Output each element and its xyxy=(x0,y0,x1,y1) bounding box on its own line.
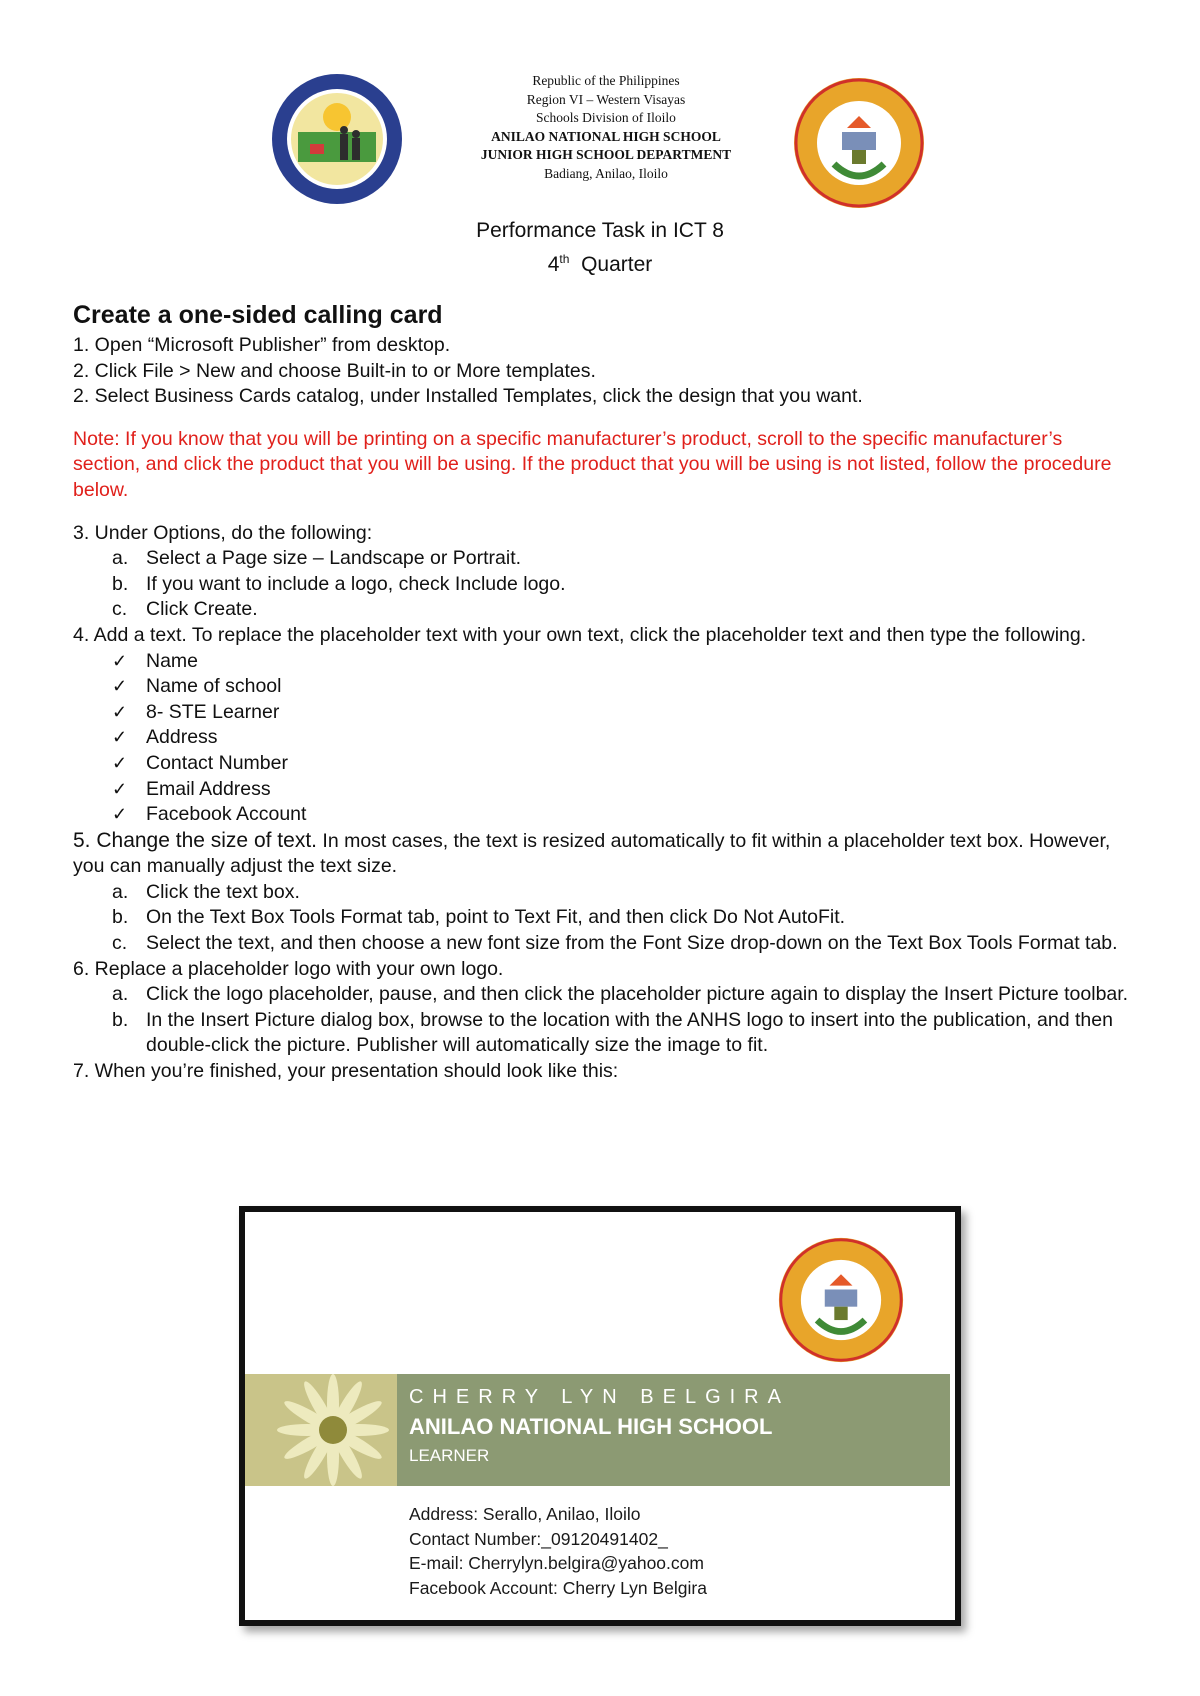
step-5-item-a-marker: a. xyxy=(112,880,129,903)
step-3-item-c-text: Click Create. xyxy=(146,598,258,621)
deped-seal-logo xyxy=(270,72,404,206)
step-5-item-c xyxy=(73,931,1133,957)
checkmark-icon: ✓ xyxy=(112,650,128,671)
checklist-item xyxy=(73,802,1133,828)
step-7: 7. When you’re finished, your presentation should look like this: xyxy=(73,1060,619,1083)
quarter-suffix: th xyxy=(559,252,570,266)
step-6-item-a-marker: a. xyxy=(112,983,129,1006)
step-3-item-b-text: If you want to include a logo, check Include logo. xyxy=(146,572,566,595)
instructions xyxy=(73,300,1133,1085)
letterhead-division: Schools Division of Iloilo xyxy=(536,110,676,126)
step-5-item-c-text: Select the text, and then choose a new font size from the Font Size drop-down on the Text Box Tools Format tab. xyxy=(146,932,1118,955)
step-3-item-c-marker: c. xyxy=(112,598,128,621)
checkmark-icon: ✓ xyxy=(112,701,128,722)
step-5-item-a xyxy=(73,880,1133,906)
step-6: 6. Replace a placeholder logo with your own logo. xyxy=(73,957,504,980)
step-4: 4. Add a text. To replace the placeholder text with your own text, click the placeholder text and then type the following. xyxy=(73,623,1087,646)
step-6-item-b-marker: b. xyxy=(112,1008,129,1031)
step-5-item-a-text: Click the text box. xyxy=(146,880,300,903)
card-name-band xyxy=(245,1374,950,1486)
card-contact-number: Contact Number:_09120491402_ xyxy=(409,1528,668,1549)
checklist-item-text: Email Address xyxy=(146,777,271,800)
card-person-name: CHERRY LYN BELGIRA xyxy=(409,1386,790,1408)
checklist-item xyxy=(73,674,1133,700)
step-6-item-a-text: Click the logo placeholder, pause, and then click the placeholder picture again to display the Insert Picture toolbar. xyxy=(146,983,1129,1006)
checklist-item-text: 8- STE Learner xyxy=(146,700,280,723)
checklist-item-text: Facebook Account xyxy=(146,803,307,826)
step-5-item-b-text: On the Text Box Tools Format tab, point to Text Fit, and then click Do Not AutoFit. xyxy=(146,906,846,929)
letterhead xyxy=(420,72,792,184)
step-5-item-b-marker: b. xyxy=(112,906,129,929)
instructions-heading: Create a one-sided calling card xyxy=(73,301,443,329)
step-3: 3. Under Options, do the following: xyxy=(73,521,373,544)
card-role: LEARNER xyxy=(409,1446,490,1465)
checklist-item-text: Contact Number xyxy=(146,751,288,774)
checklist-item-text: Address xyxy=(146,726,218,749)
quarter-word: Quarter xyxy=(581,253,653,276)
letterhead-address: Badiang, Anilao, Iloilo xyxy=(544,165,668,181)
anhs-card-logo xyxy=(777,1236,905,1364)
checklist-item xyxy=(73,700,1133,726)
checkmark-icon: ✓ xyxy=(112,752,128,773)
card-contact-info xyxy=(409,1502,707,1600)
checklist-item xyxy=(73,751,1133,777)
step-5-lead: 5. Change the size of text. xyxy=(73,828,317,852)
quarter-number: 4 xyxy=(547,253,560,276)
card-facebook: Facebook Account: Cherry Lyn Belgira xyxy=(409,1577,707,1598)
step-5 xyxy=(73,828,1133,880)
task-title-line2 xyxy=(0,245,1200,279)
step-3-item-a-marker: a. xyxy=(112,547,129,570)
step-3-item-b-marker: b. xyxy=(112,572,129,595)
checklist-item-text: Name of school xyxy=(146,675,282,698)
step-3-item-a-text: Select a Page size – Landscape or Portrait. xyxy=(146,547,522,570)
step-5-item-c-marker: c. xyxy=(112,932,128,955)
sample-business-card xyxy=(239,1206,961,1626)
checklist-item xyxy=(73,649,1133,675)
card-email: E-mail: Cherrylyn.belgira@yahoo.com xyxy=(409,1553,704,1573)
step-6-item-b-text: In the Insert Picture dialog box, browse to the location with the ANHS logo to insert into the publication, and then double-click the picture. Publisher will automatically size the image to fit. xyxy=(146,1008,1113,1057)
checklist-item xyxy=(73,725,1133,751)
step-5-rest: In most cases, the text is resized automatically to fit within a placeholder text box. However, you can manually adjust the text size. xyxy=(73,829,1111,878)
step-2-new: 2. Click File > New and choose Built-in to or More templates. xyxy=(73,359,596,382)
step-3-item-b xyxy=(73,572,1133,598)
task-title-line1: Performance Task in ICT 8 xyxy=(476,219,724,242)
card-address: Address: Serallo, Anilao, Iloilo xyxy=(409,1504,641,1524)
letterhead-school: ANILAO NATIONAL HIGH SCHOOL xyxy=(491,128,721,144)
step-6-item-b xyxy=(73,1008,1133,1059)
checkmark-icon: ✓ xyxy=(112,804,128,825)
letterhead-department: JUNIOR HIGH SCHOOL DEPARTMENT xyxy=(480,147,732,163)
step-2-select: 2. Select Business Cards catalog, under Installed Templates, click the design that you want. xyxy=(73,385,863,408)
step-3-item-a xyxy=(73,546,1133,572)
task-title xyxy=(0,216,1200,279)
step-6-item-a xyxy=(73,982,1133,1008)
checkmark-icon: ✓ xyxy=(112,778,128,799)
checkmark-icon: ✓ xyxy=(112,676,128,697)
letterhead-country: Republic of the Philippines xyxy=(532,73,680,88)
checkmark-icon: ✓ xyxy=(112,727,128,748)
checklist-item-text: Name xyxy=(146,649,199,672)
card-school-name: ANILAO NATIONAL HIGH SCHOOL xyxy=(409,1414,773,1439)
letterhead-region: Region VI – Western Visayas xyxy=(526,91,686,107)
step-1: 1. Open “Microsoft Publisher” from desktop. xyxy=(73,334,451,356)
daisy-flower-image xyxy=(245,1374,397,1486)
anhs-school-logo xyxy=(792,76,926,210)
step-5-item-b xyxy=(73,905,1133,931)
note: Note: If you know that you will be printing on a specific manufacturer’s product, scroll to the specific manufacturer’s section, and click the product that you will be using. If the product that you will be using is not listed, follow the procedure below. xyxy=(73,427,1112,501)
checklist-item xyxy=(73,777,1133,803)
step-3-item-c xyxy=(73,597,1133,623)
